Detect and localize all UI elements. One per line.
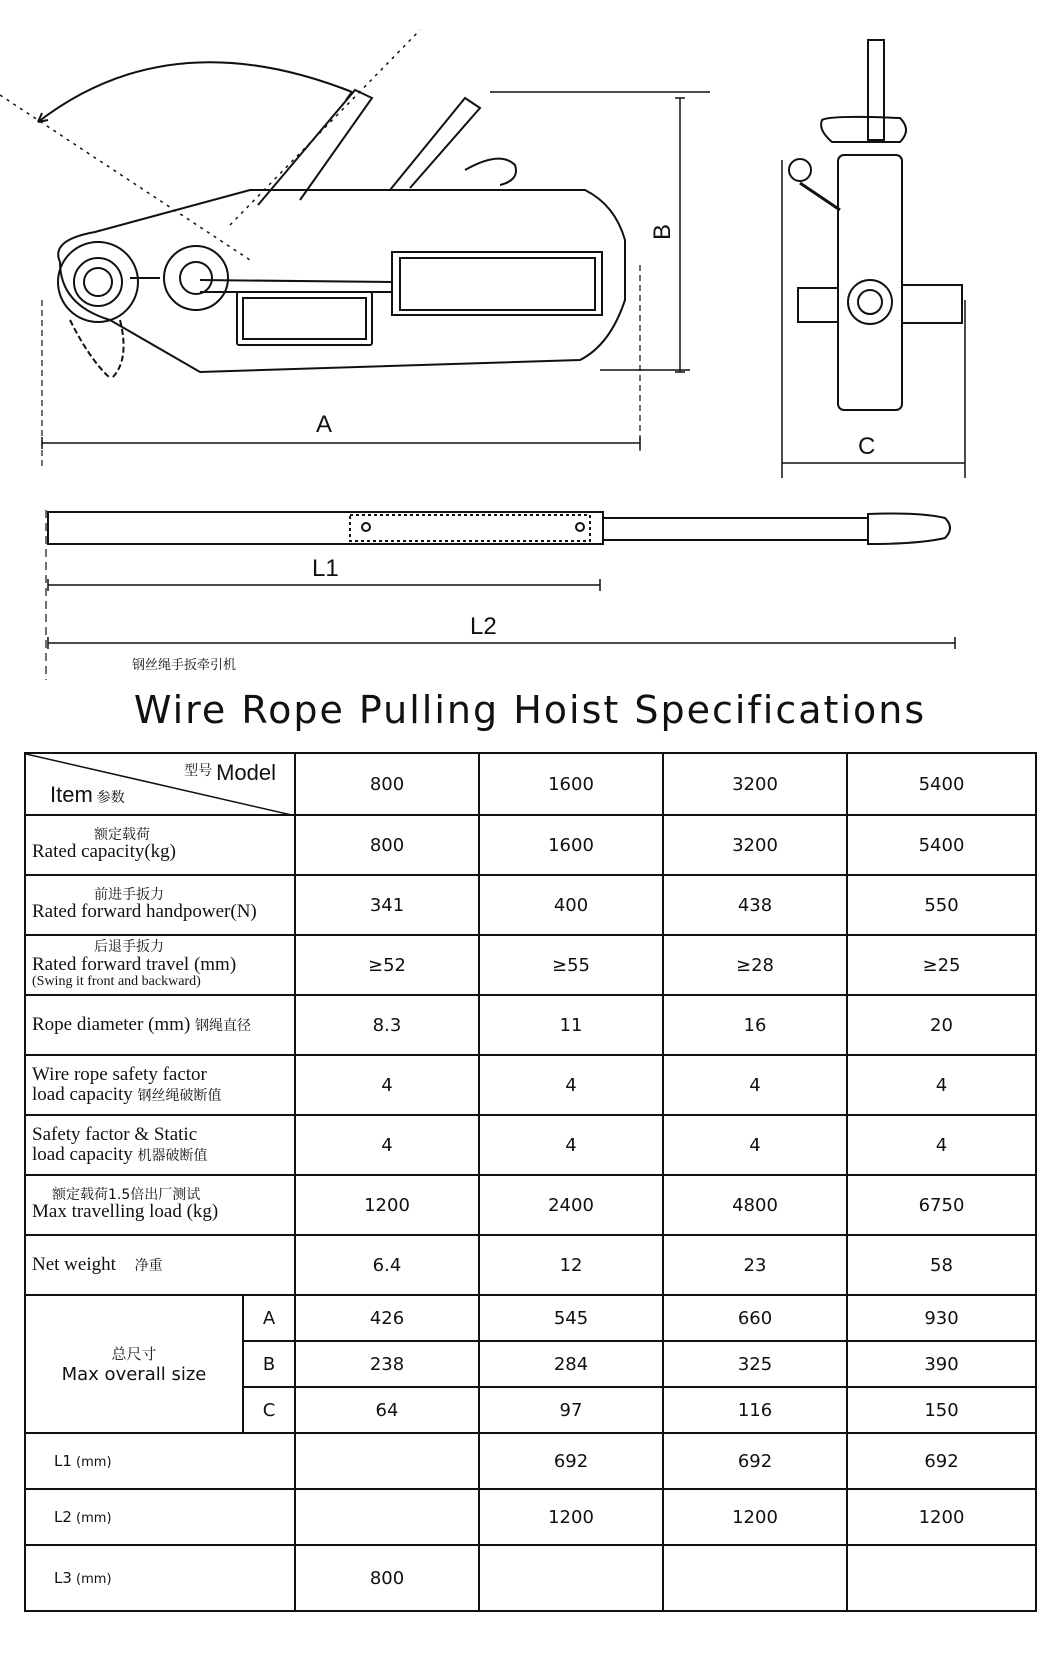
cell: 692 xyxy=(479,1433,663,1489)
cell: 341 xyxy=(295,875,479,935)
dim-label-C: C xyxy=(858,433,876,460)
cell: 3200 xyxy=(663,815,847,875)
model-header-en: Model xyxy=(216,760,276,785)
cell: ≥25 xyxy=(847,935,1036,995)
row-label-en: Max travelling load (kg) xyxy=(32,1201,219,1223)
cell: 800 xyxy=(295,815,479,875)
size-label xyxy=(25,1295,243,1433)
cell: 4 xyxy=(663,1055,847,1115)
dim-label-A: A xyxy=(316,411,333,438)
cell: 1200 xyxy=(295,1175,479,1235)
dim-L2-line xyxy=(48,637,955,649)
cell: 1600 xyxy=(479,815,663,875)
row-label-en2: load capacity xyxy=(32,1144,133,1165)
row-label-cn: 额定载荷1.5倍出厂测试 xyxy=(52,1186,201,1203)
dim-letter: C xyxy=(243,1387,295,1433)
row-label-cn: 前进手扳力 xyxy=(94,886,164,903)
cell xyxy=(663,1545,847,1611)
side-view-hub xyxy=(848,280,892,324)
row-label-en: Rated forward travel (mm) xyxy=(32,954,237,976)
cell: 4 xyxy=(847,1055,1036,1115)
cell: 325 xyxy=(663,1341,847,1387)
side-view-shaft xyxy=(868,40,884,140)
table-row-size-A xyxy=(25,1295,1036,1341)
dim-A-line xyxy=(42,437,640,449)
cell: ≥52 xyxy=(295,935,479,995)
cell: 390 xyxy=(847,1341,1036,1387)
side-view-handwheel xyxy=(821,117,906,142)
table-row-L1 xyxy=(25,1433,1036,1489)
dim-C-line xyxy=(782,160,965,478)
row-label-main: L1 xyxy=(54,1452,72,1470)
pulley-left-mid xyxy=(74,258,122,306)
cell: 4 xyxy=(847,1115,1036,1175)
header-diagonal-cell xyxy=(25,753,295,815)
row-label xyxy=(25,1115,295,1175)
model-col-800: 800 xyxy=(295,753,479,815)
cell: ≥55 xyxy=(479,935,663,995)
cell: 1200 xyxy=(663,1489,847,1545)
cell: 4 xyxy=(663,1115,847,1175)
row-label-cn: 钢绳直径 xyxy=(195,1018,252,1035)
row-label xyxy=(25,1055,295,1115)
dim-label-L1: L1 xyxy=(312,555,339,582)
handle-bar-grip xyxy=(868,514,950,545)
cell xyxy=(295,1433,479,1489)
dim-letter: B xyxy=(243,1341,295,1387)
cell: 1200 xyxy=(847,1489,1036,1545)
row-label-cn: 机器破断值 xyxy=(137,1148,208,1164)
row-label-en: Safety factor & Static xyxy=(32,1124,198,1146)
size-label-en: Max overall size xyxy=(61,1364,207,1385)
pulley-right-inner xyxy=(180,262,212,294)
cell: 116 xyxy=(663,1387,847,1433)
pulley-right-outer xyxy=(164,246,228,310)
hoist-slot-inner xyxy=(400,258,595,310)
row-label-cn: 钢丝绳破断值 xyxy=(137,1088,222,1104)
swing-arc xyxy=(38,62,352,122)
cell: 97 xyxy=(479,1387,663,1433)
row-label xyxy=(25,1235,295,1295)
cell: 550 xyxy=(847,875,1036,935)
table-row xyxy=(25,1175,1036,1235)
table-row xyxy=(25,1235,1036,1295)
row-label-en: Wire rope safety factor xyxy=(32,1064,207,1086)
cell: 545 xyxy=(479,1295,663,1341)
cell: 6.4 xyxy=(295,1235,479,1295)
row-label xyxy=(25,935,295,995)
row-label-main: L2 xyxy=(54,1508,72,1526)
row-label-unit: (mm) xyxy=(76,1455,112,1470)
row-label-cn: 额定载荷 xyxy=(94,826,150,843)
item-header-en: Item xyxy=(50,782,93,807)
row-label-sub: (Swing it front and backward) xyxy=(32,973,201,989)
handle-bar-plate xyxy=(350,515,590,541)
handle-bar-tube xyxy=(48,512,603,544)
row-label-en: Rope diameter (mm) xyxy=(32,1014,191,1036)
model-col-3200: 3200 xyxy=(663,753,847,815)
cell: 930 xyxy=(847,1295,1036,1341)
table-row xyxy=(25,995,1036,1055)
pulley-left-outer xyxy=(58,242,138,322)
cell: 238 xyxy=(295,1341,479,1387)
row-label xyxy=(25,1489,295,1545)
cell: 4 xyxy=(295,1115,479,1175)
cell: 64 xyxy=(295,1387,479,1433)
row-label xyxy=(25,875,295,935)
dim-label-L2: L2 xyxy=(470,613,497,640)
item-header xyxy=(50,782,125,808)
hoist-technical-drawing xyxy=(0,0,1060,680)
row-label-en: Net weight xyxy=(32,1254,116,1276)
cell xyxy=(479,1545,663,1611)
table-row xyxy=(25,815,1036,875)
cell: 660 xyxy=(663,1295,847,1341)
cell: 284 xyxy=(479,1341,663,1387)
cell: 400 xyxy=(479,875,663,935)
table-row-L3 xyxy=(25,1545,1036,1611)
cell: 4 xyxy=(479,1055,663,1115)
row-label xyxy=(25,815,295,875)
size-label-cn: 总尺寸 xyxy=(111,1345,157,1363)
cell: 4 xyxy=(295,1055,479,1115)
cell: 8.3 xyxy=(295,995,479,1055)
reverse-lever xyxy=(390,98,480,190)
hoist-nameplate xyxy=(237,292,372,345)
hoist-nameplate-inner xyxy=(243,298,366,339)
table-header-row xyxy=(25,753,1036,815)
cell: 426 xyxy=(295,1295,479,1341)
item-header-cn: 参数 xyxy=(96,789,125,805)
chain xyxy=(70,320,124,378)
cell: 692 xyxy=(663,1433,847,1489)
model-header-cn: 型号 xyxy=(184,762,213,778)
model-col-5400: 5400 xyxy=(847,753,1036,815)
table-row xyxy=(25,935,1036,995)
cell: 150 xyxy=(847,1387,1036,1433)
cell: 11 xyxy=(479,995,663,1055)
row-label xyxy=(25,995,295,1055)
swing-dotted-1 xyxy=(0,95,250,260)
cell: 438 xyxy=(663,875,847,935)
drawing-caption: 钢丝绳手扳牵引机 xyxy=(132,658,237,673)
cell: 2400 xyxy=(479,1175,663,1235)
cell xyxy=(847,1545,1036,1611)
dim-letter: A xyxy=(243,1295,295,1341)
row-label-en: Rated capacity(kg) xyxy=(32,841,177,863)
spec-table xyxy=(24,752,1037,1612)
cell: 4800 xyxy=(663,1175,847,1235)
model-header xyxy=(184,760,276,786)
handle-bar-insert xyxy=(603,518,868,540)
row-label-unit: (mm) xyxy=(76,1572,112,1587)
table-row xyxy=(25,875,1036,935)
side-view-body xyxy=(838,155,902,410)
cell: 692 xyxy=(847,1433,1036,1489)
row-label-en: Rated forward handpower(N) xyxy=(32,901,257,923)
row-label xyxy=(25,1545,295,1611)
dim-label-B: B xyxy=(649,223,676,240)
table-row xyxy=(25,1055,1036,1115)
forward-lever xyxy=(258,90,372,205)
table-row xyxy=(25,1115,1036,1175)
cell: 6750 xyxy=(847,1175,1036,1235)
cell: 20 xyxy=(847,995,1036,1055)
page-title: Wire Rope Pulling Hoist Specifications xyxy=(133,688,927,732)
cell: 12 xyxy=(479,1235,663,1295)
cell: 4 xyxy=(479,1115,663,1175)
cell: 16 xyxy=(663,995,847,1055)
row-label-cn: 后退手扳力 xyxy=(94,939,164,956)
row-label xyxy=(25,1433,295,1489)
cell: 58 xyxy=(847,1235,1036,1295)
swing-dotted-2 xyxy=(230,30,420,225)
dim-B-line xyxy=(490,92,710,372)
cell xyxy=(295,1489,479,1545)
cell: 1200 xyxy=(479,1489,663,1545)
hoist-slot xyxy=(392,252,602,315)
model-col-1600: 1600 xyxy=(479,753,663,815)
row-label xyxy=(25,1175,295,1235)
cell: 23 xyxy=(663,1235,847,1295)
table-row-L2 xyxy=(25,1489,1036,1545)
row-label-cn: 净重 xyxy=(134,1258,163,1275)
cell: 800 xyxy=(295,1545,479,1611)
pulley-left-inner xyxy=(84,268,112,296)
cell: 5400 xyxy=(847,815,1036,875)
row-label-main: L3 xyxy=(54,1569,72,1587)
row-label-unit: (mm) xyxy=(76,1511,112,1526)
cell: ≥28 xyxy=(663,935,847,995)
row-label-en2: load capacity xyxy=(32,1084,133,1105)
